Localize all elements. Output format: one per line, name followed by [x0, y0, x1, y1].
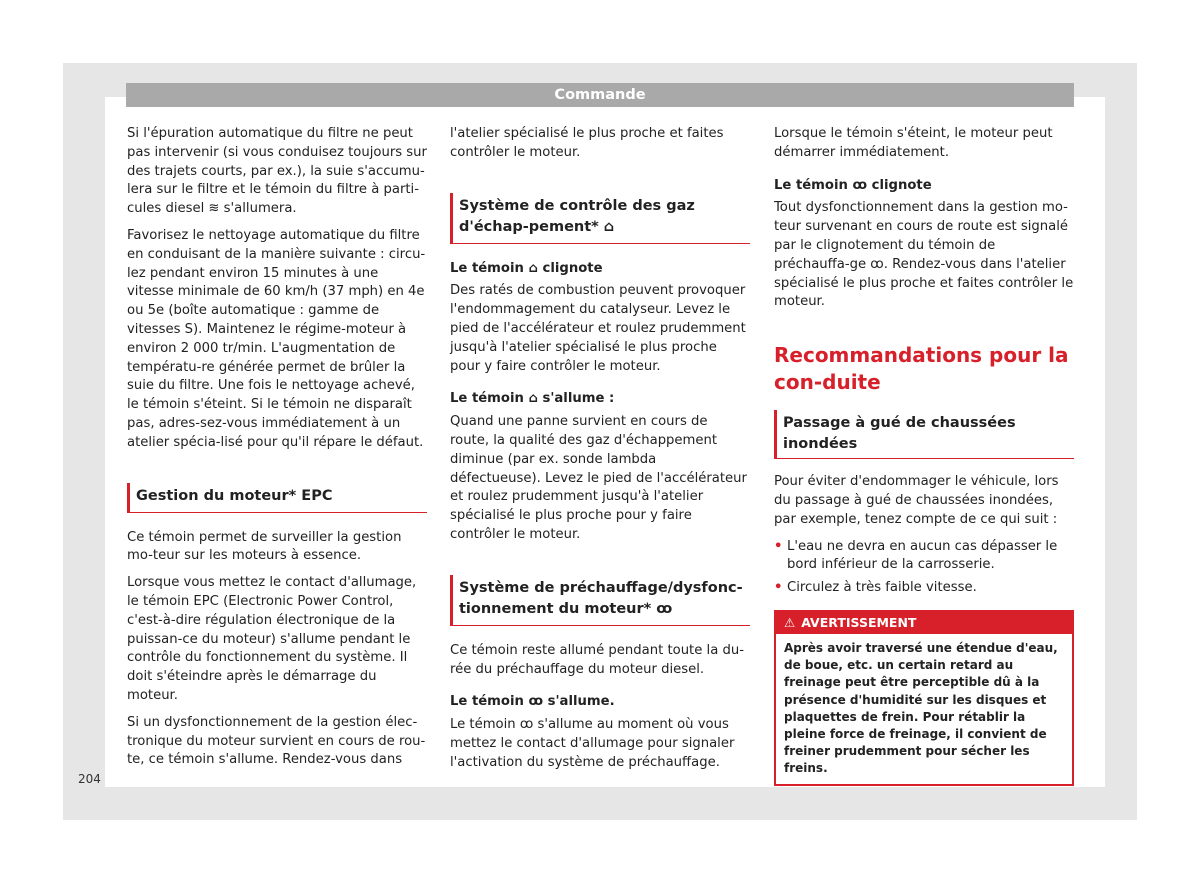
warning-text: Après avoir traversé une étendue d'eau, de boue, etc. un certain retard au freinage peut être perceptible dû à la présence d'humidité sur les disques et plaquettes de frein. Pour rétablir la pleine force de freinage, il convient de freiner prudemment pour sécher les freins. [784, 640, 1058, 776]
list-item: • L'eau ne devra en aucun cas dépasser le bord inférieur de la carrosserie. [774, 538, 1058, 573]
section-title-engine-management: Gestion du moteur* EPC [127, 483, 427, 513]
chapter-title-driving-recommendations: Recommandations pour la con-duite [774, 343, 1069, 395]
paragraph: Ce témoin permet de surveiller la gestion mo-teur sur les moteurs à essence. [127, 529, 402, 564]
sub-label: Le témoin ⌂ clignote [450, 260, 603, 276]
page-number: 204 [78, 772, 101, 786]
paragraph: Si l'épuration automatique du filtre ne peut pas intervenir (si vous conduisez toujours sur des trajets courts, par ex.), la suie s'accumu-lera sur le filtre et le témoin du filtre à parti-cules diesel ≋ s'allumera. [127, 126, 427, 217]
paragraph: Ce témoin reste allumé pendant toute la du-rée du préchauffage du moteur diesel. [450, 642, 744, 677]
paragraph: Lorsque le témoin s'éteint, le moteur peut démarrer immédiatement. [774, 126, 1053, 160]
section-title-exhaust-control: Système de contrôle des gaz d'échap-pement* ⌂ [450, 193, 750, 244]
bullet-icon: • [774, 538, 783, 554]
list-item: • Circulez à très faible vitesse. [774, 579, 1074, 598]
paragraph: Le témoin ꝏ s'allume au moment où vous mettez le contact d'allumage pour signaler l'activation du système de préchauffage. [450, 717, 735, 770]
paragraph: Pour éviter d'endommager le véhicule, lors du passage à gué de chaussées inondées, par exemple, tenez compte de ce qui suit : [774, 474, 1059, 527]
paragraph: Des ratés de combustion peuvent provoquer l'endommagement du catalyseur. Levez le pied de l'accélérateur et roulez prudemment jusqu'à l'atelier spécialisé le plus proche pour y faire contrôler le moteur. [450, 283, 746, 374]
paragraph: Favorisez le nettoyage automatique du filtre en conduisant de la manière suivante : circu-lez pendant environ 15 minutes à une vitesse minimale de 60 km/h (37 mph) en 4e ou 5e (boîte automatique : gamme de vitesses S). Maintenez le régime-moteur à environ 2 000 tr/min. L'augmentation de températu-re générée permet de brûler la suie du filtre. Une fois le nettoyage achevé, le témoin s'éteint. Si le témoin ne disparaît pas, adres-sez-vous immédiatement à un atelier spécia-lisé pour qu'il répare le défaut. [127, 227, 426, 450]
warning-box [774, 610, 1074, 786]
column-3 [774, 125, 1074, 786]
sub-label: Le témoin ⌂ s'allume : [450, 391, 615, 407]
paragraph: Lorsque vous mettez le contact d'allumage, le témoin EPC (Electronic Power Control, c'est-à-dire régulation électronique de la puissan-ce du moteur) s'allume pendant le contrôle du fonctionnement du système. Il doit s'éteindre après le démarrage du moteur. [127, 575, 417, 703]
section-title-preheating: Système de préchauffage/dysfonc-tionnement du moteur* ꝏ [450, 575, 750, 626]
chapter-header: Commande [126, 83, 1074, 107]
warning-title: AVERTISSEMENT [801, 614, 917, 630]
column-2 [450, 125, 750, 781]
column-1 [127, 125, 427, 778]
bullet-list [774, 538, 1074, 598]
paragraph: Quand une panne survient en cours de route, la qualité des gaz d'échappement diminue (par ex. sonde lambda défectueuse). Levez le pied de l'accélérateur et roulez prudemment jusqu'à l'atelier spécialisé le plus proche pour y faire contrôler le moteur. [450, 414, 747, 542]
sub-label: Le témoin ꝏ clignote [774, 177, 932, 193]
section-title-flooded-roads: Passage à gué de chaussées inondées [774, 410, 1074, 459]
paragraph: l'atelier spécialisé le plus proche et faites contrôler le moteur. [450, 126, 724, 160]
bullet-icon: • [774, 580, 783, 596]
warning-triangle-icon: ⚠ [784, 614, 796, 630]
warning-header [776, 612, 1072, 634]
paragraph: Tout dysfonctionnement dans la gestion mo-teur survenant en cours de route est signalé par le clignotement du témoin de préchauffa-ge ꝏ. Rendez-vous dans l'atelier spécialisé le plus proche et faites contrôler le moteur. [774, 200, 1074, 310]
sub-label: Le témoin ꝏ s'allume. [450, 694, 615, 710]
paragraph: Si un dysfonctionnement de la gestion élec-tronique du moteur survient en cours de rou-te, ce témoin s'allume. Rendez-vous dans [127, 714, 426, 768]
